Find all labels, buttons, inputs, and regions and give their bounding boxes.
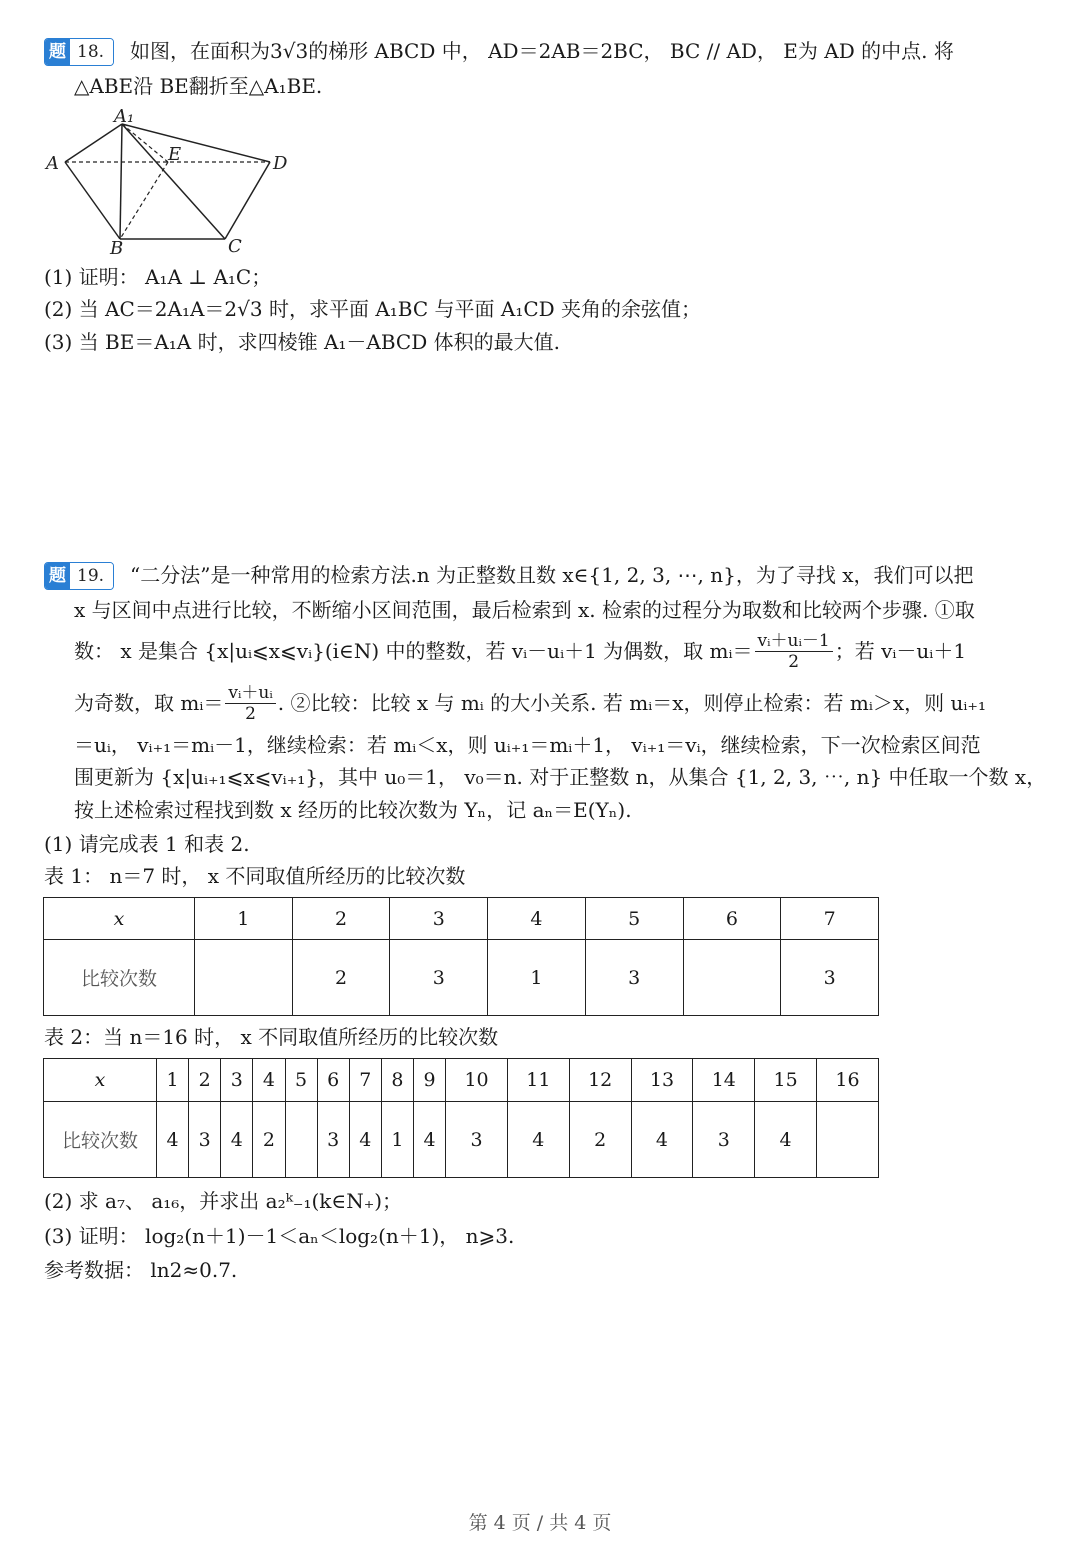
table-2 [43, 1058, 879, 1178]
table1-x-cell: 6 [683, 898, 781, 940]
table2-x-cell: 15 [755, 1059, 817, 1102]
edge-EB-dashed [120, 162, 168, 239]
label-E: E [168, 144, 182, 165]
table2-header-label: x [44, 1059, 157, 1102]
table2-x-cell: 14 [693, 1059, 755, 1102]
q19-part-3: (3) 证明： log₂(n＋1)－1＜aₙ＜log₂(n＋1)， n⩾3. [44, 1224, 515, 1248]
table2-count-cell: 3 [189, 1102, 221, 1178]
table1-x-cell: 7 [781, 898, 879, 940]
table2-x-cell: 3 [221, 1059, 253, 1102]
edge-CD [225, 162, 270, 239]
question-19-tag [44, 562, 114, 590]
table2-x-cell: 10 [446, 1059, 508, 1102]
table1-x-cell: 3 [390, 898, 488, 940]
table1-row-label: 比较次数 [44, 940, 195, 1016]
q19-line-3 [74, 628, 966, 674]
table2-count-cell[interactable] [817, 1102, 879, 1178]
label-C: C [228, 236, 242, 256]
table2-count-cell: 4 [631, 1102, 693, 1178]
table2-caption: 表 2：当 n＝16 时， x 不同取值所经历的比较次数 [44, 1025, 499, 1049]
q19-line-4-text-a: 为奇数，取 mᵢ＝ [74, 691, 224, 715]
table2-count-cell: 4 [507, 1102, 569, 1178]
table2-count-cell: 3 [446, 1102, 508, 1178]
table2-x-cell: 9 [414, 1059, 446, 1102]
table2-row-label: 比较次数 [44, 1102, 157, 1178]
table2-count-cell: 4 [157, 1102, 189, 1178]
table2-x-cell: 16 [817, 1059, 879, 1102]
q19-line-4-text-b: . ②比较：比较 x 与 mᵢ 的大小关系. 若 mᵢ＝x，则停止检索：若 mᵢ＞x，则 uᵢ₊₁ [277, 691, 986, 715]
table2-x-cell: 12 [569, 1059, 631, 1102]
q19-line-7: 按上述检索过程找到数 x 经历的比较次数为 Yₙ，记 aₙ＝E(Yₙ). [74, 798, 632, 822]
table1-count-cell[interactable] [683, 940, 781, 1016]
q18-part-2: (2) 当 AC＝2A₁A＝2√3 时，求平面 A₁BC 与平面 A₁CD 夹角的余弦值； [44, 297, 702, 321]
label-D: D [273, 153, 288, 174]
fraction-2 [225, 683, 275, 724]
table2-count-cell: 3 [693, 1102, 755, 1178]
table2-count-cell: 4 [349, 1102, 381, 1178]
table1-count-cell[interactable] [195, 940, 293, 1016]
trapezoid-fold-figure [40, 106, 300, 256]
table2-count-cell: 3 [317, 1102, 349, 1178]
table2-x-cell: 13 [631, 1059, 693, 1102]
fraction-1 [755, 631, 833, 672]
table2-count-cell: 4 [755, 1102, 817, 1178]
table2-x-cell: 8 [381, 1059, 413, 1102]
q19-line-3-text-b: ；若 vᵢ－uᵢ＋1 [834, 639, 967, 663]
table2-x-cell: 11 [507, 1059, 569, 1102]
q19-line-5: ＝uᵢ， vᵢ₊₁＝mᵢ－1，继续检索：若 mᵢ＜x，则 uᵢ₊₁＝mᵢ＋1， vᵢ₊₁＝vᵢ，继续检索，下一次检索区间范 [74, 733, 981, 757]
table2-count-row [44, 1102, 879, 1178]
table2-header-row [44, 1059, 879, 1102]
fraction-1-numerator: vᵢ＋uᵢ－1 [755, 631, 833, 652]
q19-line-2: x 与区间中点进行比较，不断缩小区间范围，最后检索到 x. 检索的过程分为取数和比较两个步骤. ①取 [74, 598, 975, 622]
q18-part-3: (3) 当 BE＝A₁A 时，求四棱锥 A₁－ABCD 体积的最大值. [44, 330, 560, 354]
table2-count-cell: 2 [569, 1102, 631, 1178]
table1-count-cell: 3 [390, 940, 488, 1016]
fraction-2-denominator: 2 [245, 703, 256, 724]
q18-part-1: (1) 证明： A₁A ⊥ A₁C； [44, 265, 272, 289]
q19-line-4 [74, 680, 986, 726]
table1-x-cell: 5 [585, 898, 683, 940]
q19-line-1: “二分法”是一种常用的检索方法.n 为正整数且数 x∈{1, 2, 3, ⋯, n}，为了寻找 x，我们可以把 [130, 563, 974, 587]
edge-A1A [65, 124, 122, 162]
table2-count-cell[interactable] [285, 1102, 317, 1178]
q19-part-1: (1) 请完成表 1 和表 2. [44, 832, 250, 856]
q19-line-6: 围更新为 {x|uᵢ₊₁⩽x⩽vᵢ₊₁}，其中 u₀＝1， v₀＝n. 对于正整数 n，从集合 {1, 2, 3, ⋯, n} 中任取一个数 x， [74, 765, 1047, 789]
fraction-2-numerator: vᵢ＋uᵢ [225, 683, 275, 704]
table2-x-cell: 4 [253, 1059, 285, 1102]
reference-data: 参考数据： ln2≈0.7. [44, 1258, 238, 1282]
table1-count-cell: 3 [585, 940, 683, 1016]
table2-count-cell: 4 [221, 1102, 253, 1178]
label-A1: A₁ [114, 106, 135, 127]
table1-count-cell: 3 [781, 940, 879, 1016]
table1-x-cell: 2 [292, 898, 390, 940]
table-1 [43, 897, 879, 1016]
q19-part-2: (2) 求 a₇、 a₁₆，并求出 a₂ᵏ₋₁(k∈N₊)； [44, 1189, 403, 1213]
table2-x-cell: 1 [157, 1059, 189, 1102]
table2-x-cell: 5 [285, 1059, 317, 1102]
edge-A1C [122, 124, 225, 239]
edge-A1B [120, 124, 122, 239]
table2-x-cell: 7 [349, 1059, 381, 1102]
table2-count-cell: 1 [381, 1102, 413, 1178]
table2-count-cell: 4 [414, 1102, 446, 1178]
table1-count-row [44, 940, 879, 1016]
table2-x-cell: 2 [189, 1059, 221, 1102]
question-tag-label: 题 [45, 39, 70, 65]
question-tag-label: 题 [45, 563, 70, 589]
question-number: 18. [70, 39, 113, 65]
table1-header-row [44, 898, 879, 940]
q18-line-2: △ABE沿 BE翻折至△A₁BE. [74, 74, 323, 98]
page-footer: 第 4 页 / 共 4 页 [468, 1512, 612, 1534]
table2-count-cell: 2 [253, 1102, 285, 1178]
q18-line-1: 如图，在面积为3√3的梯形 ABCD 中， AD＝2AB＝2BC， BC // AD， E为 AD 的中点. 将 [130, 39, 954, 63]
question-18-tag [44, 38, 114, 66]
question-number: 19. [70, 563, 113, 589]
edge-AB [65, 162, 120, 239]
table1-caption: 表 1： n＝7 时， x 不同取值所经历的比较次数 [44, 864, 466, 888]
table1-x-cell: 1 [195, 898, 293, 940]
table1-x-cell: 4 [488, 898, 586, 940]
label-A: A [46, 153, 59, 174]
table1-count-cell: 2 [292, 940, 390, 1016]
fraction-1-denominator: 2 [788, 651, 800, 672]
q19-line-3-text-a: 数： x 是集合 {x|uᵢ⩽x⩽vᵢ}(i∈N) 中的整数，若 vᵢ－uᵢ＋1 为偶数，取 mᵢ＝ [74, 639, 753, 663]
table2-x-cell: 6 [317, 1059, 349, 1102]
label-B: B [110, 238, 124, 256]
table1-count-cell: 1 [488, 940, 586, 1016]
table1-header-label: x [44, 898, 195, 940]
